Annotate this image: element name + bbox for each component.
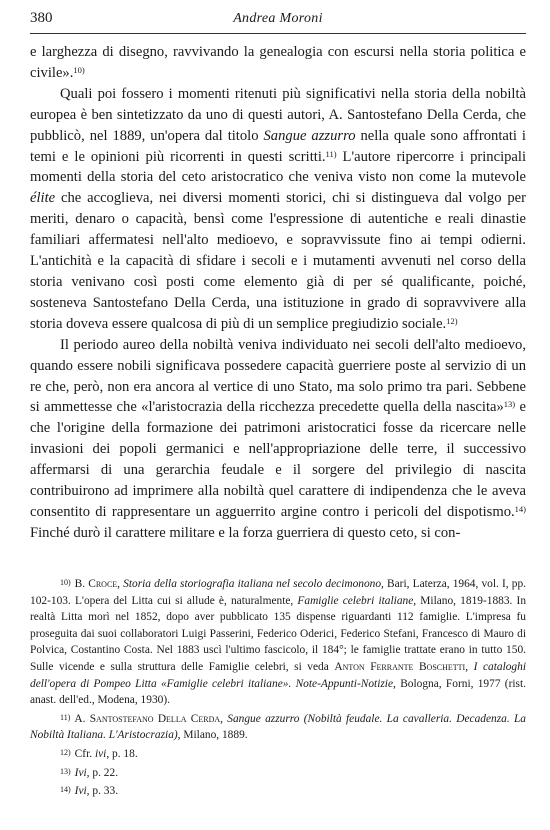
work-title: Sangue azzurro (263, 127, 356, 144)
footnote-number: 12) (60, 747, 71, 757)
footnote-ref-14: 14) (514, 503, 526, 514)
footnote-author: B. Croce, (74, 578, 121, 590)
footnote-text: p. 33. (92, 785, 119, 798)
footnote-author: Anton Ferrante Boschetti, (334, 660, 469, 673)
paragraph-text: e che l'origine della formazione dei patrimoni aristocratici fosse da ricercare nelle invasioni dei popoli germanici e nell'appropriazione delle terre, il successivo affermarsi di una gerarchia feudale e il sorgere del privilegio di nascita contribuirono ad imprimere alla nobiltà quel carattere di indipendenza che le aveva consentito di rappresentare un agguerrito argine contro i pericoli del dispotismo. (30, 399, 526, 520)
footnote-title: Storia della storiografia italiana nel secolo decimonono, (123, 578, 384, 590)
paragraph-text: Finché durò il carattere militare e la forza guerriera di questo ceto, si con- (30, 524, 461, 541)
elite-term: élite (30, 190, 56, 207)
footnote-11 (30, 710, 526, 744)
footnote-13 (30, 764, 526, 782)
paragraph-text: nella quale sono affrontati i temi e le opinioni più ricorrenti in questi scritti. (30, 127, 526, 165)
footnote-ref-11: 11) (325, 148, 337, 159)
footnote-ivi: ivi, (94, 747, 110, 760)
footnote-title: Sangue azzurro (Nobiltà feudale. La cavalleria. Decadenza. La Nobiltà Italiana. L'Aristocrazia), (30, 712, 526, 742)
paragraph-2 (30, 84, 526, 335)
footnote-text: Bologna, Forni, 1977 (rist. anast. dell'ed., Modena, 1930). (30, 677, 526, 707)
footnote-number: 10) (60, 578, 71, 587)
footnote-number: 14) (60, 785, 71, 795)
footnote-12 (30, 745, 526, 763)
footnote-author: A. Santostefano Della Cerda, (74, 712, 223, 725)
footnote-ref-10: 10) (73, 64, 85, 75)
footnote-text: Bari, Laterza, 1964, vol. I, pp. 102-103. L'opera del Litta cui si allude è, naturalmente, (30, 578, 526, 607)
footnote-ref-12: 12) (446, 315, 458, 326)
footnote-ref-13: 13) (503, 399, 516, 410)
body-text (30, 42, 526, 544)
footnote-text: Cfr. (74, 747, 93, 760)
paragraph-text: e larghezza di disegno, ravvivando la genealogia con escursi nella storia politica e civile». (30, 44, 526, 81)
footnote-text: Milano, 1889. (183, 729, 248, 742)
page-header (30, 10, 526, 34)
footnote-number: 13) (60, 766, 71, 776)
footnote-text: p. 22. (92, 766, 119, 779)
running-head: Andrea Moroni (233, 11, 323, 26)
footnote-10 (30, 575, 526, 709)
footnote-ivi: Ivi, (74, 766, 90, 779)
paragraph-text: che accoglieva, nei diversi momenti storici, chi si distingueva dal volgo per meriti, denaro o capacità, bensì come l'espressione di autentiche e reali dinastie familiari affermatesi nell'alto medioevo, e sopravvissute fino ai tempi odierni. L'antichità e la capacità di sfidare i secoli e i mutamenti avvenuti nel corso della storia venivano così posti come elemento già di per sé qualificante, poiché, sosteneva Santostefano Della Cerda, una istituzione in grado di sopravvivere alla storia doveva essere qualcosa di più di un semplice pregiudizio sociale. (30, 190, 526, 332)
page-number: 380 (30, 10, 53, 26)
footnote-ivi: Ivi, (74, 785, 90, 798)
footnotes (30, 575, 526, 801)
paragraph-text: Quali poi fossero i momenti ritenuti più significativi nella storia della nobiltà europea è ben sintetizzato da uno di questi autori, A. Santostefano Della Cerda, che pubblicò, nel 1889, un'opera dal titolo (30, 85, 526, 144)
footnote-title: I cataloghi dell'opera di Pompeo Litta «Famiglie celebri italiane». Note-Appunti-Notizie, (30, 660, 526, 690)
footnote-number: 11) (60, 712, 71, 722)
footnote-title: Famiglie celebri italiane, (297, 594, 417, 607)
paragraph-text: Il periodo aureo della nobiltà veniva individuato nei secoli dell'alto medioevo, quando essere nobili significava possedere capacità guerriere poste al servizio di un re che, però, non era ancora al vertice di uno Stato, ma solo primo tra pari. Sebbene si ammettesse che «l'aristocrazia della ricchezza precedette quella della nascita» (30, 336, 526, 416)
footnote-14 (30, 782, 526, 800)
paragraph-3 (30, 335, 526, 544)
footnote-text: p. 18. (112, 747, 138, 760)
footnote-text: Milano, 1819-1883. In realtà Litta morì nel 1852, dopo aver pubblicato 135 dispense riguardanti 112 famiglie. L'impresa fu proseguita dai suoi collaboratori Luigi Passerini, Federico Oderici, Federico Stefani, Francesco di Mauro di Polvica, Costantino Costa. Nel 1883 uscì l'ultimo fascicolo, il 184°; le famiglie trattate erano in tutto 150. Sulle vicende e sulla struttura delle Famiglie celebri, si veda (30, 594, 527, 673)
paragraph-1 (30, 42, 526, 84)
header-rule (30, 33, 526, 34)
paragraph-text: L'autore ripercorre i principali momenti della storia del ceto aristocratico che veniva visto non come la mutevole (30, 148, 527, 186)
